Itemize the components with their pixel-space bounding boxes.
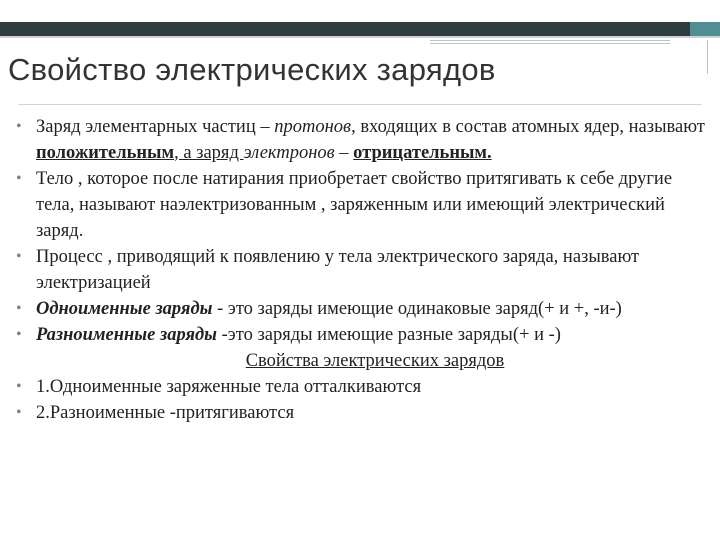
title-rule: [18, 104, 702, 105]
header-lines: [430, 40, 670, 48]
bullet-item: • Процесс , приводящий к появлению у тела электрического заряда, называют электризацией: [14, 244, 714, 296]
bold-term: Разноименные заряды: [36, 325, 217, 345]
text: - это заряды имеющие одинаковые заряд(+ и +, -и-): [212, 299, 622, 319]
text: –: [334, 143, 354, 163]
bullet-item: [14, 322, 714, 374]
slide-body: [14, 114, 714, 426]
italic-term: электронов: [243, 143, 335, 163]
text: Заряд элементарных частиц –: [36, 117, 275, 137]
bullet-item: [14, 114, 714, 166]
italic-term: протонов: [274, 117, 352, 137]
subheading: Свойства электрических зарядов: [245, 351, 505, 371]
text: , а заряд: [174, 143, 244, 163]
bullet-list: [14, 114, 714, 426]
bold-term: Одноименные заряды: [36, 299, 213, 319]
bullet-item: • Тело , которое после натирания приобретает свойство притягивать к себе другие тела, называют наэлектризованным , заряженным или имеющий электрический заряд.: [14, 166, 714, 244]
header-accent: [690, 22, 720, 36]
bullet-item: [14, 296, 714, 322]
bold-term: отрицательным.: [353, 143, 492, 163]
header-rule: [0, 36, 720, 38]
bullet-item: • 1.Одноименные заряженные тела отталкиваются: [14, 374, 714, 400]
bold-term: положительным: [36, 143, 175, 163]
header-bar: [0, 22, 690, 36]
text: , входящих в состав атомных ядер, называют: [351, 117, 705, 137]
slide-title: Свойство электрических зарядов: [8, 52, 496, 87]
top-band: [0, 0, 720, 22]
bullet-item: • 2.Разноименные -притягиваются: [14, 400, 714, 426]
header-vline: [707, 40, 708, 74]
text: -это заряды имеющие разные заряды(+ и -): [217, 325, 561, 345]
